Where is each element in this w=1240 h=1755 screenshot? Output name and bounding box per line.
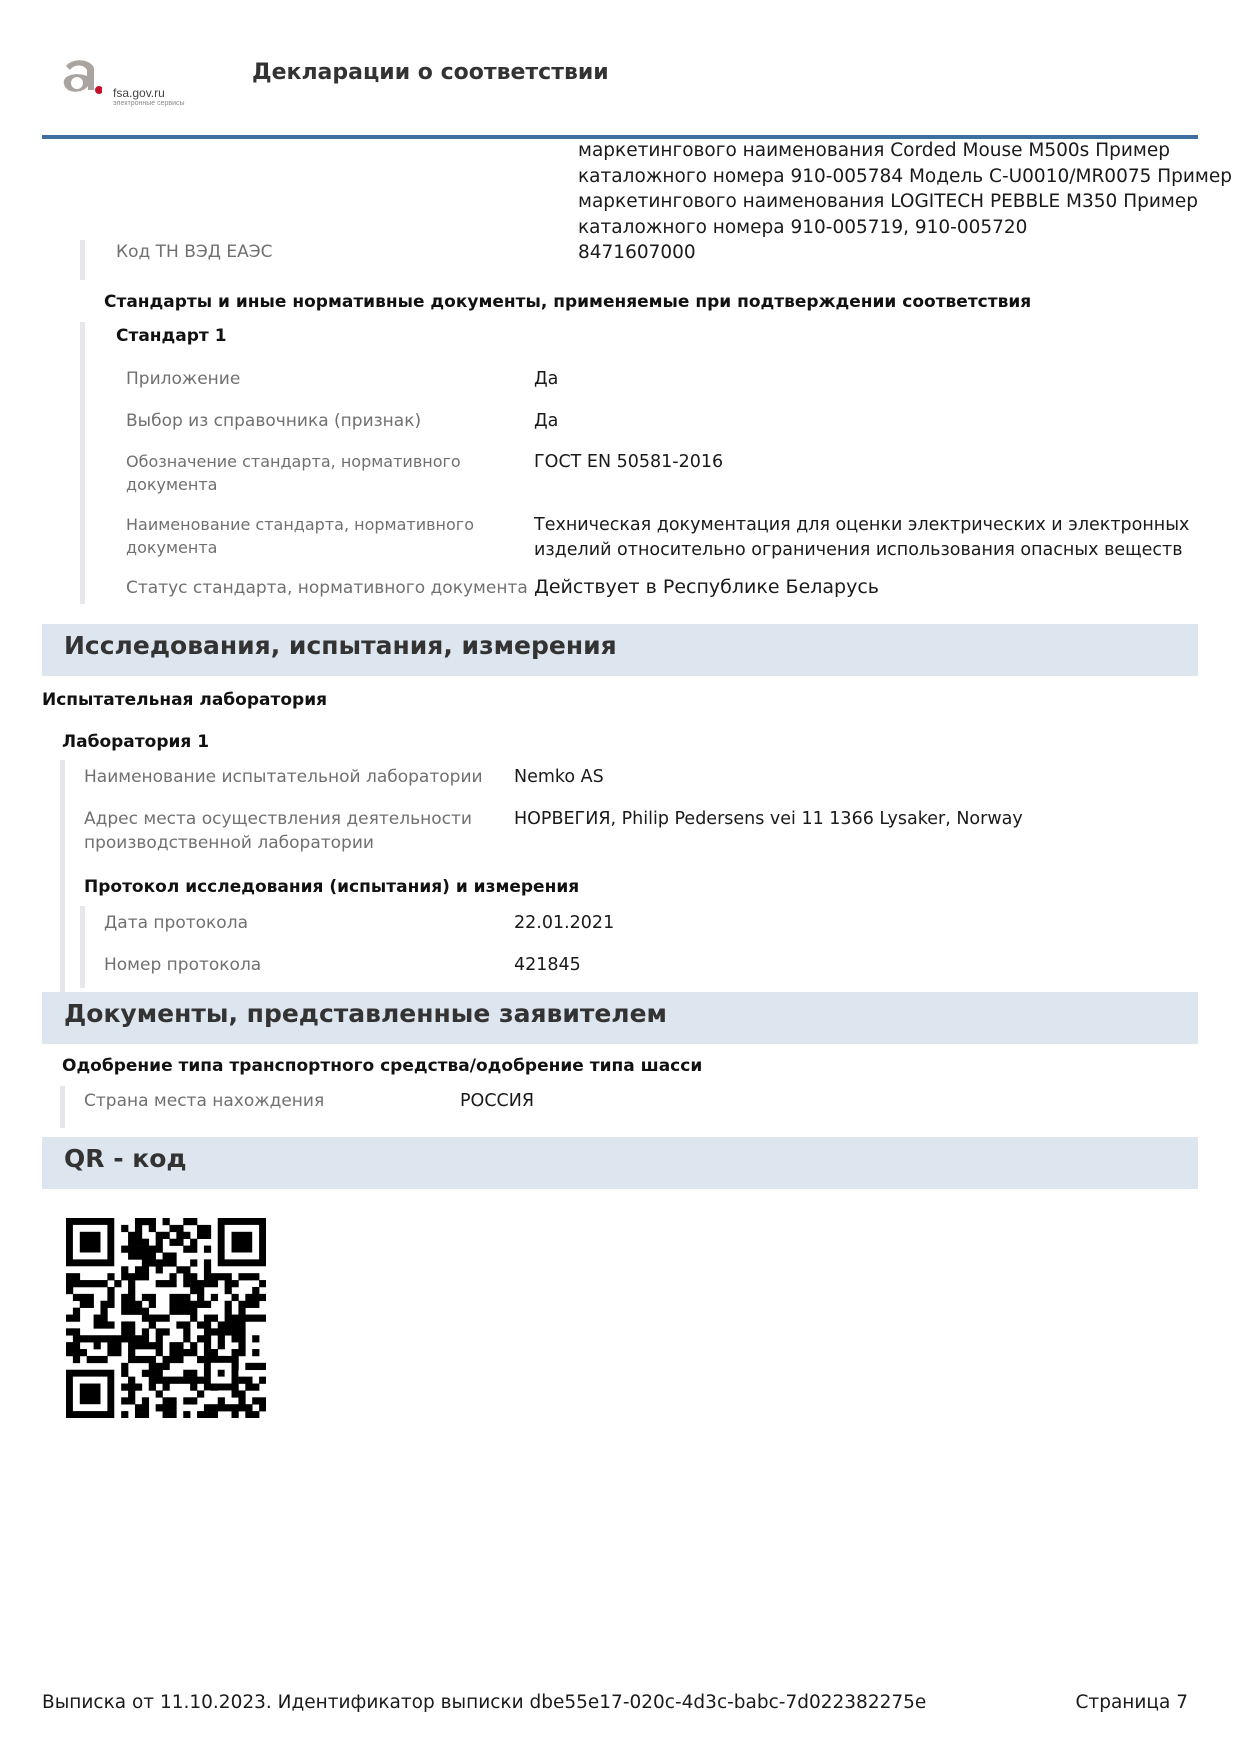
section-band-qr xyxy=(42,1137,1198,1189)
product-line: каталожного номера 910-005719, 910-005720 xyxy=(578,216,1028,238)
qr-code xyxy=(66,1218,266,1418)
standard-designation-value: ГОСТ EN 50581-2016 xyxy=(534,452,724,472)
protocol-number-value: 421845 xyxy=(514,955,581,975)
fsa-logo xyxy=(58,56,208,108)
section-indent-bar xyxy=(60,760,65,992)
section-indent-bar xyxy=(60,1086,65,1128)
label-line: Обозначение стандарта, нормативного xyxy=(126,452,461,471)
page-title: Декларации о соответствии xyxy=(252,60,609,85)
lab-name-value: Nemko AS xyxy=(514,767,604,787)
protocol-date-label: Дата протокола xyxy=(104,913,248,933)
section-title-documents: Документы, представленные заявителем xyxy=(64,999,667,1028)
section-indent-bar xyxy=(80,240,85,280)
label-line: Наименование стандарта, нормативного xyxy=(126,515,474,534)
value-line: изделий относительно ограничения использования опасных веществ xyxy=(534,540,1183,560)
label-line: документа xyxy=(126,538,218,557)
protocol-date-value: 22.01.2021 xyxy=(514,913,615,933)
protocol-heading: Протокол исследования (испытания) и измерения xyxy=(84,877,580,897)
label-line: документа xyxy=(126,475,218,494)
product-line: маркетингового наименования LOGITECH PEBBLE M350 Пример xyxy=(578,191,1198,212)
value-line: Техническая документация для оценки электрических и электронных xyxy=(534,515,1190,535)
country-value: РОССИЯ xyxy=(460,1091,535,1111)
tnved-code-value: 8471607000 xyxy=(578,242,696,263)
section-band-research xyxy=(42,624,1198,676)
logo-site-name: fsa.gov.ru xyxy=(113,86,165,100)
lab-heading: Испытательная лаборатория xyxy=(42,690,328,710)
standard-name-value xyxy=(534,513,1189,563)
standards-heading: Стандарты и иные нормативные документы, применяемые при подтверждении соответствия xyxy=(104,292,1032,312)
logo-tagline: электронные сервисы xyxy=(113,100,185,107)
product-line: каталожного номера 910-005784 Модель C-U0010/MR0075 Пример xyxy=(578,165,1233,187)
standard-name-label xyxy=(126,513,474,559)
vehicle-type-approval-heading: Одобрение типа транспортного средства/одобрение типа шасси xyxy=(62,1056,703,1076)
directory-choice-label: Выбор из справочника (признак) xyxy=(126,411,422,431)
tnved-code-label: Код ТН ВЭД ЕАЭС xyxy=(116,242,273,262)
section-title-qr: QR - код xyxy=(64,1144,187,1173)
section-indent-bar xyxy=(80,322,85,604)
page-number: Страница 7 xyxy=(1075,1692,1188,1713)
appendix-label: Приложение xyxy=(126,369,241,389)
standard-status-label: Статус стандарта, нормативного документа xyxy=(126,578,528,598)
section-title-research: Исследования, испытания, измерения xyxy=(64,631,617,660)
section-indent-bar xyxy=(80,906,85,988)
fsa-logo-icon xyxy=(58,56,102,100)
directory-choice-value: Да xyxy=(534,411,559,431)
appendix-value: Да xyxy=(534,369,559,389)
label-line: производственной лаборатории xyxy=(84,833,374,853)
product-description-continued xyxy=(578,138,1233,266)
section-band-documents xyxy=(42,992,1198,1044)
lab-address-label xyxy=(84,807,472,855)
lab-address-value: НОРВЕГИЯ, Philip Pedersens vei 11 1366 Lysaker, Norway xyxy=(514,809,1023,829)
standard-designation-label xyxy=(126,450,461,496)
country-label: Страна места нахождения xyxy=(84,1091,325,1111)
lab-name-label: Наименование испытательной лаборатории xyxy=(84,767,483,787)
lab-title: Лаборатория 1 xyxy=(62,732,210,752)
standard-status-value: Действует в Республике Беларусь xyxy=(534,576,880,598)
standard-title: Стандарт 1 xyxy=(116,326,227,346)
label-line: Адрес места осуществления деятельности xyxy=(84,809,472,829)
footer-extract-info: Выписка от 11.10.2023. Идентификатор выписки dbe55e17-020c-4d3c-babc-7d022382275e xyxy=(42,1692,927,1713)
protocol-number-label: Номер протокола xyxy=(104,955,262,975)
product-line: маркетингового наименования Corded Mouse M500s Пример xyxy=(578,140,1170,161)
